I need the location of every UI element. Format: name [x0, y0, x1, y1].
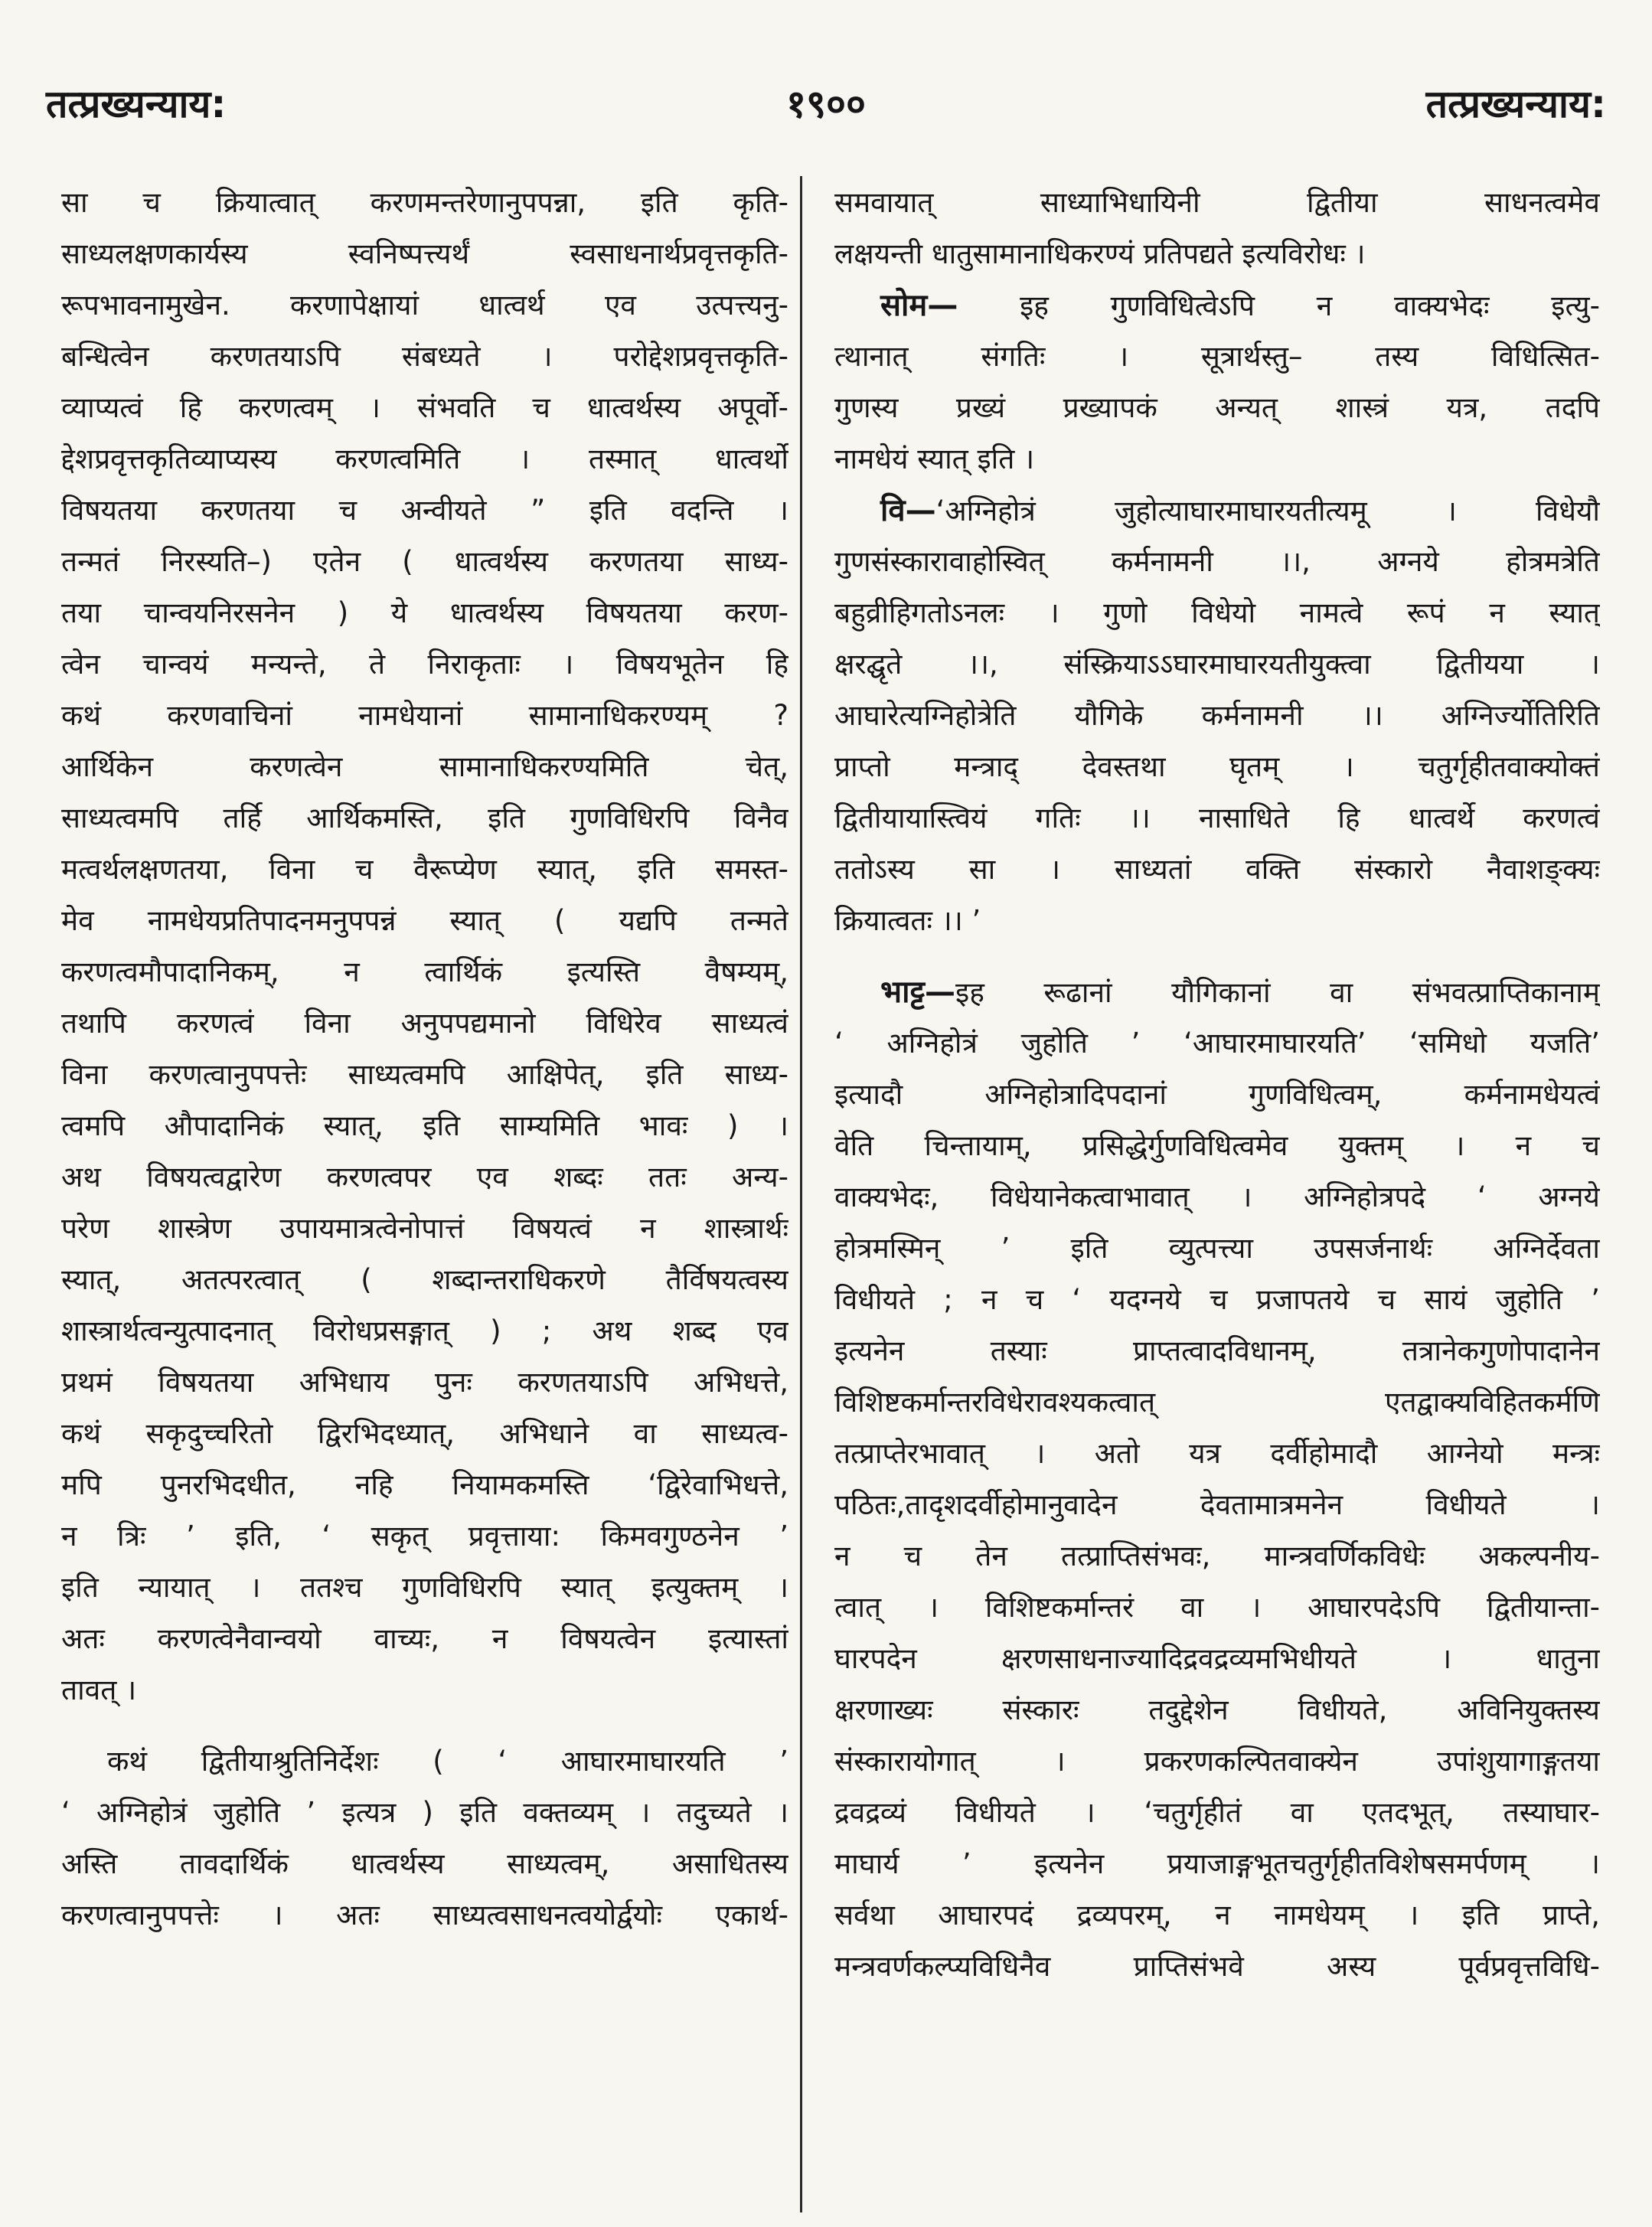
soma-commentary [834, 283, 1600, 482]
text-line: द्रवद्रव्यं विधीयते । ‘चतुर्गृहीतं वा एतदभूत्, तस्याघार- [834, 1796, 1600, 1829]
speaker-label-soma: सोम— [880, 288, 958, 323]
text-line: न त्रिः ’ इति, ‘ सकृत् प्रवृत्ताया: किमवगुण्ठनेन ’ [61, 1520, 788, 1553]
text-line: अस्ति तावदार्थिकं धात्वर्थस्य साध्यत्वम्, असाधितस्य [61, 1847, 788, 1880]
text-line: माघार्य ’ इत्यनेन प्रयाजाङ्गभूतचतुर्गृहीतविशेषसमर्पणम् । [834, 1847, 1600, 1880]
text-line: मन्त्रवर्णकल्प्यविधिनैव प्राप्तिसंभवे अस्य पूर्वप्रवृत्तविधि- [834, 1950, 1600, 1983]
text-line: इत्यादौ अग्निहोत्रादिपदानां गुणविधित्वम्, कर्मनामधेयत्वं [834, 1078, 1600, 1111]
bhatta-line-text: इह रूढानां यौगिकानां वा संभवत्प्राप्तिकानाम् [955, 976, 1600, 1009]
text-line: सर्वथा आघारपदं द्रव्यपरम्, न नामधेयम् । इति प्राप्ते, [834, 1899, 1600, 1931]
text-line: वाक्यभेदः, विधेयानेकत्वाभावात् । अग्निहोत्रपदे ‘ अग्नये [834, 1180, 1600, 1213]
text-line: संस्कारायोगात् । प्रकरणकल्पितवाक्येन उपांशुयागाङ्गतया [834, 1745, 1600, 1778]
text-line: त्वात् । विशिष्टकर्मान्तरं वा । आघारपदेऽपि द्वितीयान्ता- [834, 1591, 1600, 1624]
text-line: त्थानात् संगतिः । सूत्रार्थस्तु– तस्य विधित्सित- [834, 340, 1600, 373]
text-line: बहुव्रीहिगतोऽनलः । गुणो विधेयो नामत्वे रूपं न स्यात् [834, 596, 1600, 629]
text-line: लक्षयन्ती धातुसामानाधिकरण्यं प्रतिपद्यते इत्यविरोधः । [834, 237, 1366, 270]
paragraph-gap [834, 950, 1600, 970]
text-line: समवायात् साध्याभिधायिनी द्वितीया साधनत्वमेव [834, 186, 1600, 219]
text-line: मपि पुनरभिदधीत, नहि नियामकमस्ति ‘द्विरेवाभिधत्ते, [61, 1468, 788, 1501]
running-header [46, 77, 1606, 138]
text-line: शास्त्रार्थत्वन्युत्पादनात् विरोधप्रसङ्गात् ) ; अथ शब्द एव [61, 1314, 788, 1347]
text-line: आघारेत्यग्निहोत्रेति यौगिके कर्मनामनी ।। अग्निर्ज्योतिरिति [834, 699, 1600, 732]
text-line [834, 970, 1600, 1014]
text-line: क्रियात्वतः ।। ’ [834, 904, 981, 937]
text-line: प्राप्तो मन्त्राद् देवस्तथा घृतम् । चतुर्गृहीतवाक्योक्तं [834, 750, 1600, 783]
text-line: तन्मतं निरस्यति–) एतेन ( धात्वर्थस्य करणतया साध्य- [61, 545, 788, 578]
text-line: गुणस्य प्रख्यं प्रख्यापकं अन्यत् शास्त्रं यत्र, तदपि [834, 391, 1600, 424]
text-line: ‘ अग्निहोत्रं जुहोति ’ इत्यत्र ) इति वक्तव्यम् । तदुच्यते । [61, 1796, 788, 1829]
text-line: आर्थिकेन करणत्वेन सामानाधिकरण्यमिति चेत्, [61, 750, 788, 783]
text-line: त्वमपि औपादानिकं स्यात्, इति साम्यमिति भावः ) । [61, 1109, 788, 1142]
right-paragraph-1 [834, 181, 1600, 276]
text-line: तया चान्वयनिरसनेन ) ये धात्वर्थस्य विषयतया करण- [61, 596, 788, 629]
text-line: परेण शास्त्रेण उपायमात्रत्वेनोपात्तं विषयत्वं न शास्त्रार्थः [61, 1212, 788, 1245]
soma-line-text: इह गुणविधित्वेऽपि न वाक्यभेदः इत्यु- [1020, 289, 1600, 322]
text-line: मेव नामधेयप्रतिपादनमनुपपन्नं स्यात् ( यद्यपि तन्मते [61, 904, 788, 937]
header-left-title: तत्प्रख्यन्याय: [46, 82, 227, 126]
text-line: तत्प्राप्तेरभावात् । अतो यत्र दर्वीहोमादौ आग्नेयो मन्त्रः [834, 1437, 1600, 1470]
text-line: क्षरद्घृते ।।, संस्क्रियाऽऽघारमाघारयतीयुक्त्वा द्वितीयया । [834, 648, 1600, 681]
text-line: सा च क्रियात्वात् करणमन्तरेणानुपपन्ना, इति कृति- [61, 186, 788, 219]
text-line: इति न्यायात् । ततश्च गुणविधिरपि स्यात् इत्युक्तम् । [61, 1571, 788, 1604]
left-paragraph-1 [61, 181, 788, 1713]
text-line: द्देशप्रवृत्तकृतिव्याप्यस्य करणत्वमिति । तस्मात् धात्वर्थो [61, 442, 788, 475]
text-line: कथं करणवाचिनां नामधेयानां सामानाधिकरण्यम् ? [61, 699, 788, 732]
text-line: कथं द्वितीयाश्रुतिनिर्देशः ( ‘ आघारमाघारयति ’ [107, 1745, 788, 1778]
text-line: ‘ अग्निहोत्रं जुहोति ’ ‘आघारमाघारयति’ ‘समिधो यजति’ [834, 1027, 1600, 1060]
text-line: बन्धित्वेन करणतयाऽपि संबध्यते । परोद्देशप्रवृत्तकृति- [61, 340, 788, 373]
vi-line-text: ‘अग्निहोत्रं जुहोत्याघारमाघारयतीत्यमू । विधेयौ [935, 495, 1600, 527]
text-line: स्यात्, अतत्परत्वात् ( शब्दान्तराधिकरणे तैर्विषयत्वस्य [61, 1263, 788, 1296]
page-number: १९०० [786, 82, 866, 126]
text-line: तथापि करणत्वं विना अनुपपद्यमानो विधिरेव साध्यत्वं [61, 1007, 788, 1040]
text-line: अथ विषयत्वद्वारेण करणत्वपर एव शब्दः ततः अन्य- [61, 1161, 788, 1194]
text-line: कथं सकृदुच्चरितो द्विरभिदध्यात्, अभिधाने वा साध्यत्व- [61, 1417, 788, 1450]
speaker-label-vi: वि— [880, 493, 936, 528]
vi-commentary [834, 488, 1600, 943]
text-line [834, 283, 1600, 328]
text-line: गुणसंस्कारावाहोस्वित् कर्मनामनी ।।, अग्नये होत्रमत्रेति [834, 545, 1600, 578]
text-line: त्वेन चान्वयं मन्यन्ते, ते निराकृताः । विषयभूतेन हि [61, 648, 788, 681]
text-line: क्षरणाख्यः संस्कारः तदुद्देशेन विधीयते, अविनियुक्तस्य [834, 1693, 1600, 1726]
text-line: होत्रमस्मिन् ’ इति व्युत्पत्त्या उपसर्जनार्थः अग्निर्देवता [834, 1232, 1600, 1265]
paragraph-gap [61, 1719, 788, 1739]
speaker-label-bhatta: भाट्ट— [880, 975, 956, 1010]
text-line: व्याप्यत्वं हि करणत्वम् । संभवति च धात्वर्थस्य अपूर्वो- [61, 391, 788, 424]
text-line: विधीयते ; न च ‘ यदग्नये च प्रजापतये च सायं जुहोति ’ [834, 1283, 1600, 1316]
text-line: करणत्वमौपादानिकम्, न त्वार्थिकं इत्यस्ति वैषम्यम्, [61, 955, 788, 988]
text-line: ततोऽस्य सा । साध्यतां वक्ति संस्कारो नैवाशङ्क्यः [834, 853, 1600, 886]
text-line: वेति चिन्तायाम्, प्रसिद्धेर्गुणविधित्वमेव युक्तम् । न च [834, 1129, 1600, 1162]
text-line: करणत्वानुपपत्तेः । अतः साध्यत्वसाधनत्वयोर्द्वयोः एकार्थ- [61, 1899, 788, 1931]
text-line: प्रथमं विषयतया अभिधाय पुनः करणतयाऽपि अभिधत्ते, [61, 1366, 788, 1399]
left-column [61, 181, 788, 1945]
text-line: विना करणत्वानुपपत्तेः साध्यत्वमपि आक्षिपेत्, इति साध्य- [61, 1058, 788, 1091]
text-line: न च तेन तत्प्राप्तिसंभवः, मान्त्रवर्णिकविधेः अकल्पनीय- [834, 1540, 1600, 1572]
text-line: विशिष्टकर्मान्तरविधेरावश्यकत्वात् एतद्वाक्यविहितकर्मणि [834, 1386, 1600, 1419]
right-column [834, 181, 1600, 1996]
text-line: मत्वर्थलक्षणतया, विना च वैरूप्येण स्यात्, इति समस्त- [61, 853, 788, 886]
text-line: रूपभावनामुखेन. करणापेक्षायां धात्वर्थ एव उत्पत्त्यनु- [61, 289, 788, 322]
text-line: द्वितीयायास्त्वियं गतिः ।। नासाधिते हि धात्वर्थे करणत्वं [834, 802, 1600, 834]
text-line: विषयतया करणतया च अन्वीयते ” इति वदन्ति । [61, 494, 788, 527]
text-line: अतः करणत्वेनैवान्वयो वाच्यः, न विषयत्वेन इत्यास्तां [61, 1622, 788, 1655]
left-paragraph-2 [61, 1739, 788, 1938]
text-line: इत्यनेन तस्याः प्राप्तत्वादविधानम्, तत्रानेकगुणोपादानेन [834, 1334, 1600, 1367]
text-line: पठितः,तादृशदर्वीहोमानुवादेन देवतामात्रमनेन विधीयते । [834, 1488, 1600, 1521]
column-divider [800, 176, 802, 2212]
text-line: घारपदेन क्षरणसाधनाज्यादिद्रवद्रव्यमभिधीयते । धातुना [834, 1642, 1600, 1675]
text-line: नामधेयं स्यात् इति । [834, 442, 1035, 475]
bhatta-commentary [834, 970, 1600, 1989]
text-line [834, 488, 1600, 533]
text-line: साध्यलक्षणकार्यस्य स्वनिष्पत्त्यर्थं स्वसाधनार्थप्रवृत्तकृति- [61, 237, 788, 270]
text-line: तावत् । [61, 1674, 137, 1706]
header-right-title: तत्प्रख्यन्याय: [1425, 82, 1606, 126]
text-line: साध्यत्वमपि तर्हि आर्थिकमस्ति, इति गुणविधिरपि विनैव [61, 802, 788, 834]
